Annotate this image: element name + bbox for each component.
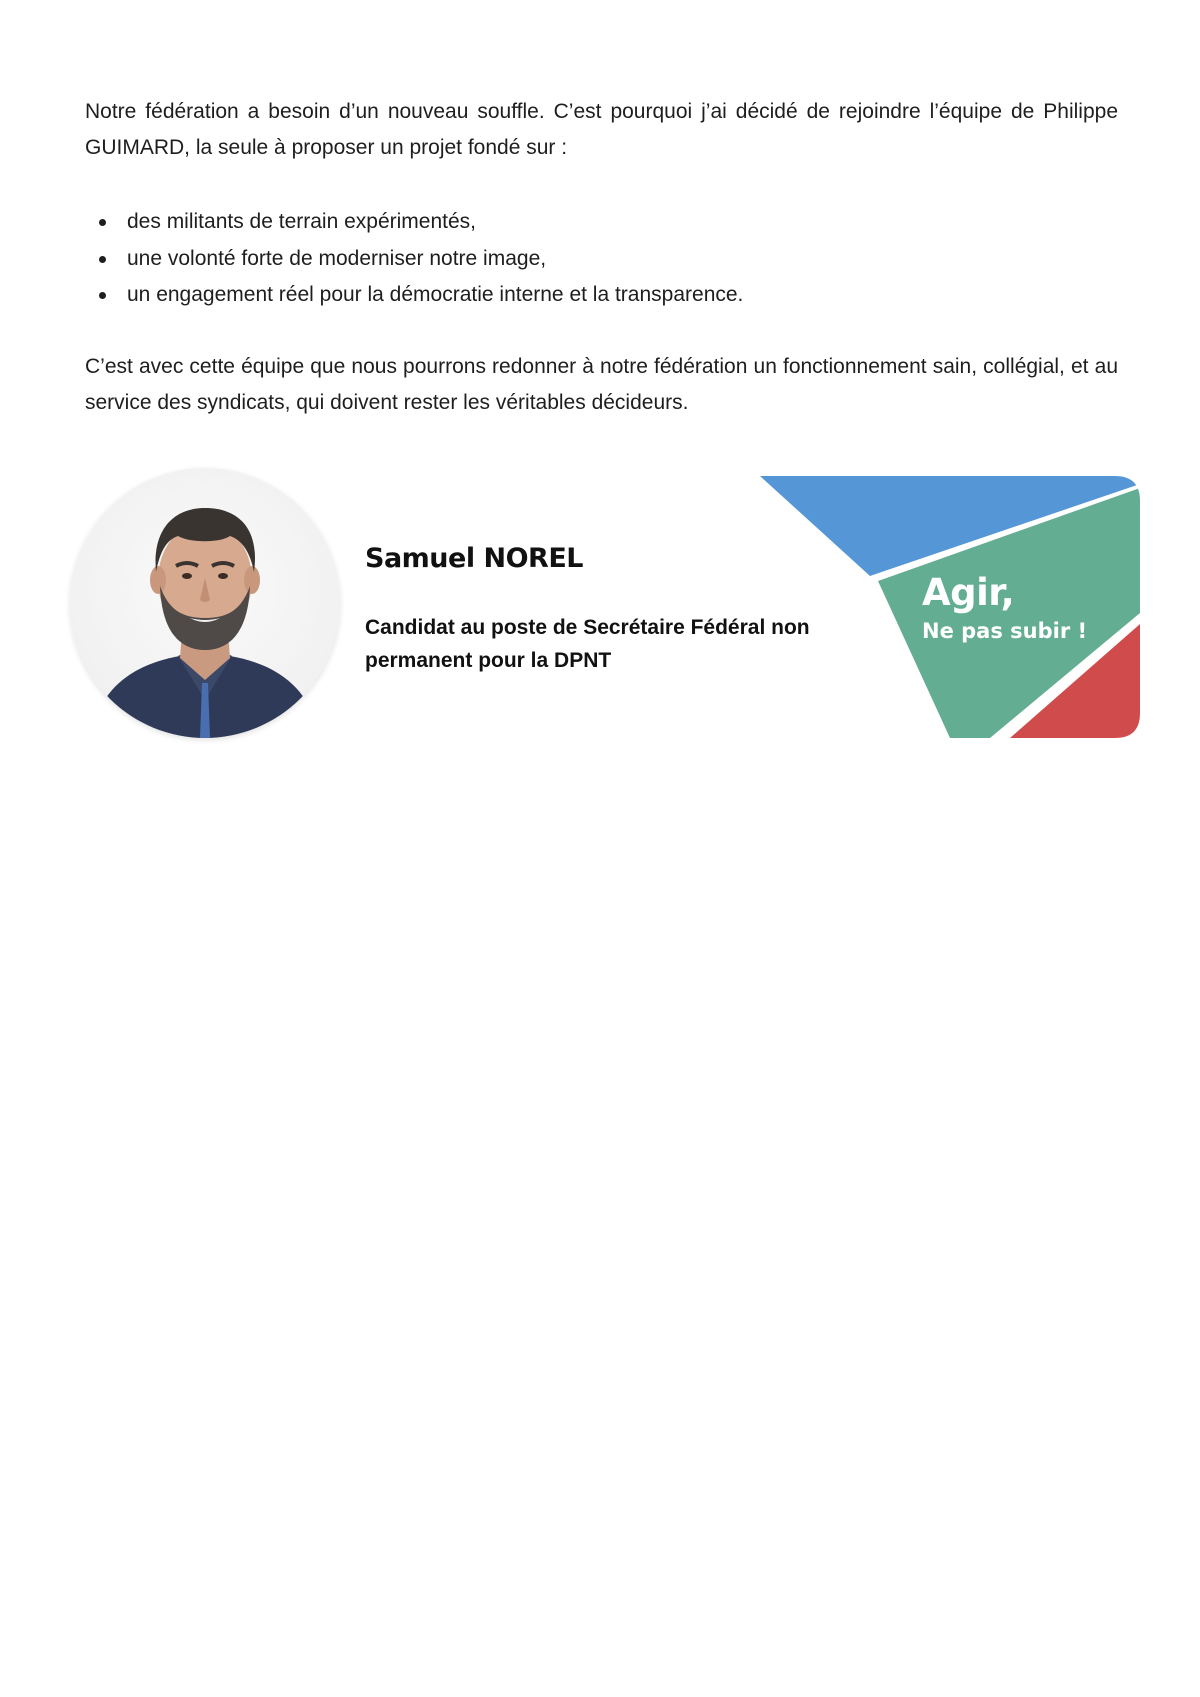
portrait-icon xyxy=(70,468,340,738)
list-item xyxy=(85,277,1118,314)
slogan-line-2: Ne pas subir ! xyxy=(922,619,1088,643)
list-item-text: des militants de terrain expérimentés, xyxy=(127,210,476,233)
intro-paragraph: Notre fédération a besoin d’un nouveau souffle. C’est pourquoi j’ai décidé de rejoindre l’équipe de Philippe GUIMARD, la seule à proposer un projet fondé sur : xyxy=(85,100,1118,159)
list-item-text: une volonté forte de moderniser notre image, xyxy=(127,246,547,270)
candidate-role: Candidat au poste de Secrétaire Fédéral non permanent pour la DPNT xyxy=(365,616,810,672)
project-list xyxy=(85,204,1118,314)
slogan-line-1: Agir, xyxy=(922,571,1015,614)
candidate-photo xyxy=(70,468,340,738)
list-item xyxy=(85,204,1118,241)
candidate-name: Samuel NOREL xyxy=(365,543,583,574)
closing-paragraph: C’est avec cette équipe que nous pourrons redonner à notre fédération un fonctionnement sain, collégial, et au service des syndicats, qui doivent rester les véritables décideurs. xyxy=(85,355,1118,414)
list-item xyxy=(85,241,1118,278)
bullet-icon xyxy=(99,292,106,299)
bullet-icon xyxy=(99,219,106,226)
bullet-icon xyxy=(99,256,106,263)
list-item-text: un engagement réel pour la démocratie interne et la transparence. xyxy=(127,283,744,306)
